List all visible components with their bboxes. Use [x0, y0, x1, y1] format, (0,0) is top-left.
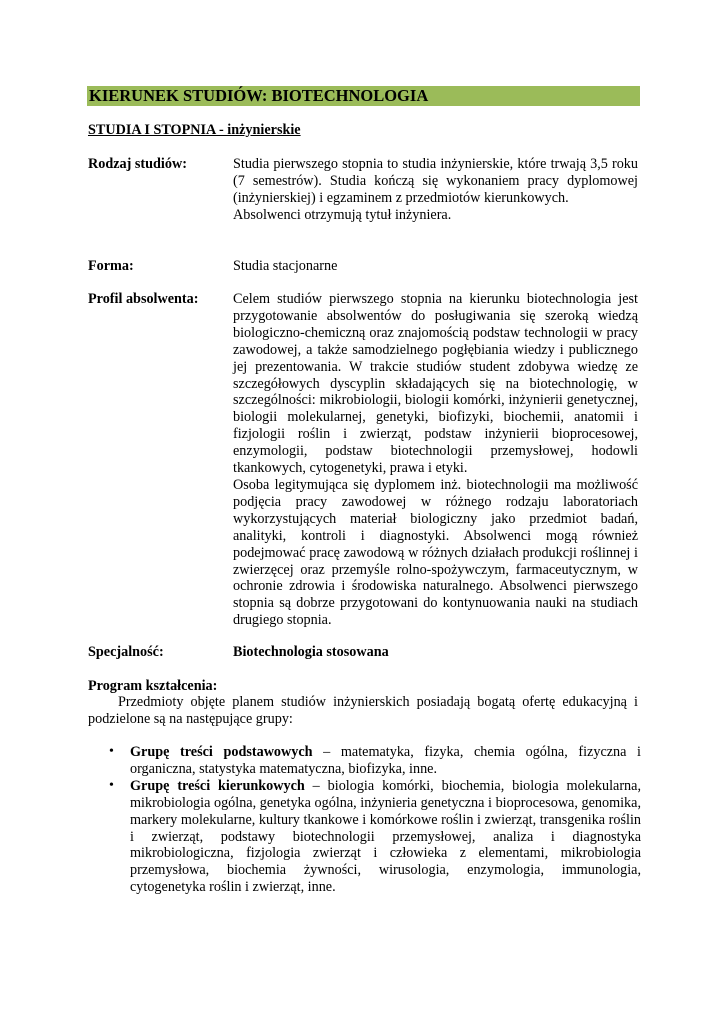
forma-label: Forma: — [88, 258, 134, 274]
forma-value: Studia stacjonarne — [233, 258, 338, 274]
page-title: KIERUNEK STUDIÓW: BIOTECHNOLOGIA — [87, 86, 640, 106]
list-item — [88, 778, 641, 896]
group-text: – biologia komórki, biochemia, biologia molekularna, mikrobiologia ogólna, genetyka ogólna, inżynieria genetyczna i bioprocesowa, genomika, markery molekularne, kultury tkankowe i komórkowe roślin i zwierząt, transgenika roślin i zwierząt, podstawy biotechnologii przemysłowej, analiza i diagnostyka mikrobiologiczna, fizjologia zwierząt i człowieka z elementami, mikrobiologia przemysłowa, biochemia żywności, wirusologia, enzymologia, immunologia, cytogenetyka roślin i zwierząt, inne. — [130, 777, 641, 896]
specjalnosc-label: Specjalność: — [88, 644, 164, 660]
profil-absolwenta-value — [233, 291, 638, 629]
group-text: – matematyka, fizyka, chemia ogólna, fizyczna i organiczna, statystyka matematyczna, biofizyka, inne. — [130, 744, 641, 777]
specjalnosc-value: Biotechnologia stosowana — [233, 644, 389, 660]
group-lead: Grupę treści kierunkowych — [130, 777, 305, 794]
list-item — [88, 744, 641, 778]
rodzaj-studiow-degree-text: Absolwenci otrzymują tytuł inżyniera. — [233, 206, 452, 223]
rodzaj-studiow-text: Studia pierwszego stopnia to studia inżynierskie, które trwają 3,5 roku (7 semestrów). Studia kończą się wykonaniem pracy dyplomowej (inżynierskiej) i egzaminem z przedmiotów kierunkowych. — [233, 156, 638, 206]
study-level-subtitle: STUDIA I STOPNIA - inżynierskie — [88, 122, 301, 138]
program-intro: Przedmioty objęte planem studiów inżynierskich posiadają bogatą ofertę edukacyjną i podzielone są na następujące grupy: — [88, 694, 638, 727]
rodzaj-studiow-value — [233, 156, 638, 224]
bullet-icon: • — [109, 777, 114, 793]
profil-absolwenta-text-1: Celem studiów pierwszego stopnia na kierunku biotechnologia jest przygotowanie absolwentów do posługiwania się szeroką wiedzą biologiczno-chemiczną oraz znajomością podstaw technologii w pracy zawodowej, a także samodzielnego pogłębiania wiedzy i publicznego jej prezentowania. W trakcie studiów student zdobywa wiedzę ze szczegółowych dyscyplin składających się na biotechnologię, w szczególności: mikrobiologii, biologii komórki, inżynierii genetycznej, biologii molekularnej, genetyki, biofizyki, biochemii, anatomii i fizjologii roślin i zwierząt, podstaw inżynierii bioprocesowej, enzymologii, podstaw biotechnologii przemysłowej, hodowli tkankowych, cytogenetyki, prawa i etyki. — [233, 291, 638, 477]
bullet-icon: • — [109, 744, 114, 759]
profil-absolwenta-label: Profil absolwenta: — [88, 291, 199, 307]
program-heading: Program kształcenia: — [88, 678, 218, 694]
profil-absolwenta-text-2: Osoba legitymująca się dyplomem inż. biotechnologii ma możliwość podjęcia pracy zawodowej w różnego rodzaju laboratoriach wykorzystujących materiał biologiczny jako przedmiot badań, analityki, kontroli i diagnostyki. Absolwenci mogą również podejmować pracę zawodową w różnych działach produkcji roślinnej i zwierzęcej oraz przemyśle rolno-spożywczym, farmaceutycznym, w ochronie zdrowia i środowiska naturalnego. Absolwenci pierwszego stopnia są dobrze przygotowani do kontynuowania nauki na studiach drugiego stopnia. — [233, 476, 638, 629]
group-lead: Grupę treści podstawowych — [130, 744, 313, 760]
program-groups-list — [88, 744, 641, 896]
rodzaj-studiow-label: Rodzaj studiów: — [88, 156, 187, 172]
